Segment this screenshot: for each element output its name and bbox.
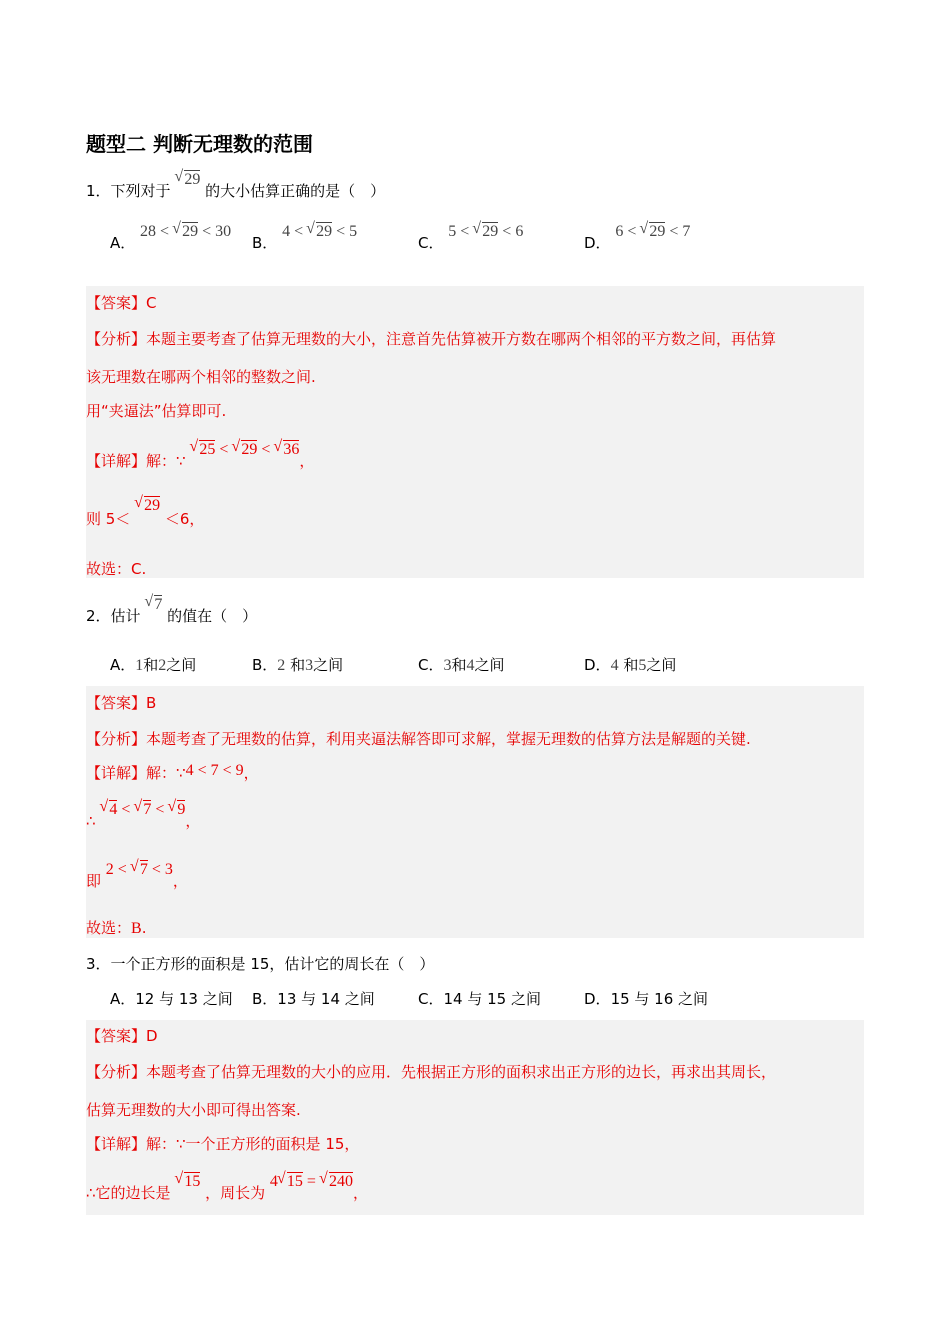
q2-ie: 即 2 < √ 7 < 3， (86, 870, 188, 891)
q3-option-c: C．14 与 15 之间 (418, 990, 541, 1008)
q2-option-d: D．4 和5之间 (584, 656, 677, 674)
q1-analysis-line1: 【分析】本题主要考查了估算无理数的大小，注意首先估算被开方数在哪两个相邻的平方数之间，再估算 (86, 330, 777, 348)
q1-text-pre: 下列对于 (110, 182, 171, 200)
q1-text-post: 的大小估算正确的是（ ） (205, 182, 386, 200)
q2-answer-box (86, 686, 864, 938)
q1-number: 1． (86, 182, 111, 200)
q3-option-d: D．15 与 16 之间 (584, 990, 709, 1008)
q1-radicand: 29 (184, 171, 201, 188)
q1-option-b: B． 4 < √ 29 < 5 (252, 232, 357, 253)
q2-stem: 2．估计 √ 7 的值在（ ） (86, 605, 257, 626)
q2-option-a: A．1和2之间 (110, 656, 197, 674)
q2-answer: 【答案】B (86, 694, 157, 712)
q2-analysis-line1: 【分析】本题考查了无理数的估算，利用夹逼法解答即可求解，掌握无理数的估算方法是解题的关键. (86, 730, 751, 748)
section-title: 题型二 判断无理数的范围 (86, 132, 313, 156)
q3-side-perimeter: ∴它的边长是 √ 15 ，周长为 4√ 15 = √ 240， (86, 1182, 368, 1203)
q1-option-a: A． 28 < √ 29 < 30 (110, 232, 231, 253)
q1-answer: 【答案】C (86, 294, 157, 312)
q1-stem (86, 171, 386, 201)
q1-sqrt (175, 171, 200, 188)
q2-option-b: B．2 和3之间 (252, 656, 344, 674)
q2-detail: 【详解】解：∵4 < 7 < 9， (86, 762, 259, 782)
q2-option-c: C．3和4之间 (418, 656, 505, 674)
q3-analysis-line2: 估算无理数的大小即可得出答案. (86, 1101, 301, 1119)
q1-analysis-line3: 用“夹逼法”估算即可. (86, 402, 227, 420)
q1-option-c: C． 5 < √ 29 < 6 (418, 232, 523, 253)
q1-choose: 故选：C. (86, 560, 147, 578)
q3-option-b: B．13 与 14 之间 (252, 990, 375, 1008)
q1-option-d: D． 6 < √ 29 < 7 (584, 232, 690, 253)
q3-stem: 3．一个正方形的面积是 15，估计它的周长在（ ） (86, 955, 435, 973)
q1-analysis-line2: 该无理数在哪两个相邻的整数之间. (86, 368, 316, 386)
q1-detail: 【详解】解：∵ √ 25 < √ 29 < √ 36， (86, 450, 314, 471)
q3-analysis-line1: 【分析】本题考查了估算无理数的大小的应用．先根据正方形的面积求出正方形的边长，再求出其周长， (86, 1063, 777, 1081)
q2-therefore: ∴ √ 4 < √ 7 < √ 9， (86, 810, 200, 831)
q3-answer: 【答案】D (86, 1027, 158, 1045)
q2-choose: 故选：B. (86, 919, 147, 937)
q3-detail: 【详解】解：∵一个正方形的面积是 15， (86, 1135, 360, 1153)
q1-then: 则 5＜ √ 29 ＜6， (86, 508, 204, 529)
q3-option-a: A．12 与 13 之间 (110, 990, 233, 1008)
